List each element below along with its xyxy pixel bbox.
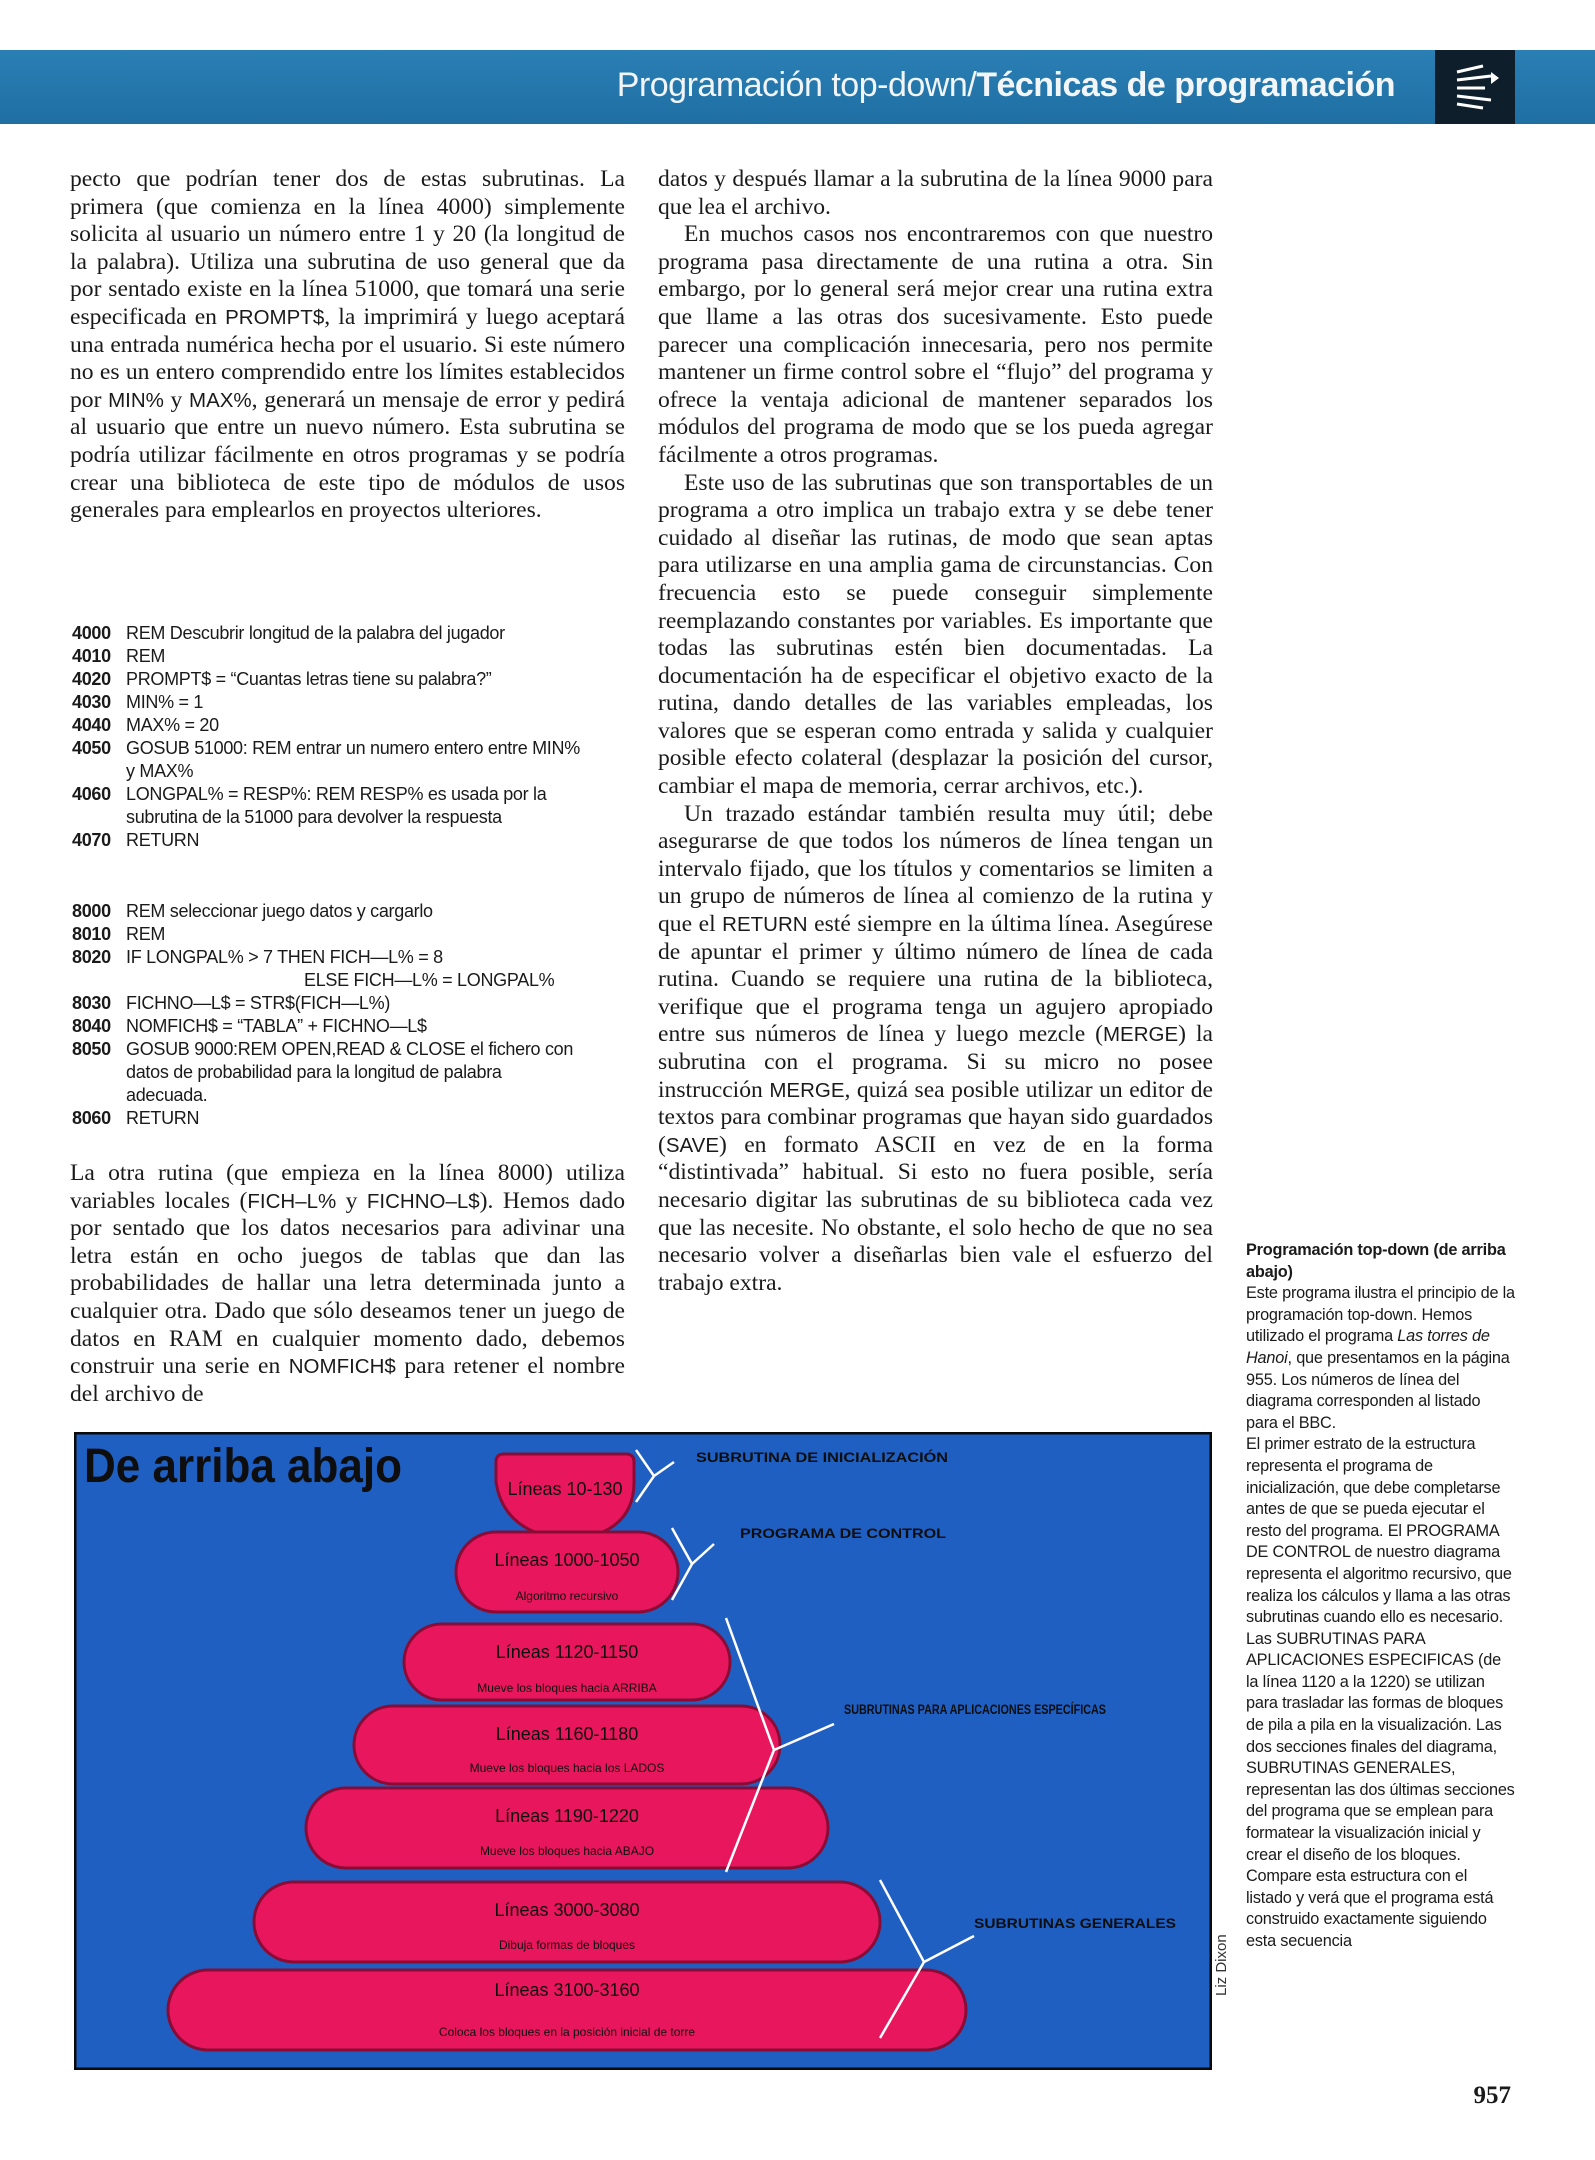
code-line: 4040 MAX% = 20 [72,715,219,735]
kw-return: RETURN [722,913,808,937]
tier-2-label: Líneas 1120-1150 [495,1642,639,1662]
right-paragraph-3: Este uso de las subrutinas que son transportables de un programa a otro implica un trabajo extra y se debe tener cuidado al diseñar las rutinas, de modo que sean aptas para utilizarse en una amplia gama de circunstancias. Con frecuencia esto se puede conseguir simplemente reemplazando constantes por variables. Es importante que todas las subrutinas estén bien documentadas. La documentación ha de especificar el objetivo exacto de la rutina, dando detalles de las variables empleadas, los valores que se esperan como entrada y salida y cualquier posible efecto colateral (desplazar la posición del cursor, cambiar el mapa de memoria, cerrar archivos, etc.). [658,469,1213,800]
kw-save: SAVE [665,1133,720,1157]
top-down-diagram [74,1432,1212,2070]
tier-6-sublabel: Coloca los bloques en la posición inicial de torre [438,2025,696,2039]
code-listing-8000 [72,900,628,1130]
tier-0-label: Líneas 10-130 [507,1479,623,1499]
code-line: 4070 RETURN [72,830,200,850]
running-head-series: Técnicas de programación [976,66,1395,104]
series-logo-icon [1435,50,1515,124]
code-line: 8040 NOMFICH$ = “TABLA” + FICHNO—L$ [72,1016,427,1036]
left-paragraph-1: pecto que podrían tener dos de estas subrutinas. La primera (que comienza en la línea 4000) simplemente solicita al usuario un número entre 1 y 20 (la longitud de la palabra). Utiliza una subrutina de uso general que da por sentado existe en la línea 51000, que tomará una serie especificada en PROMPT$, la imprimirá y luego aceptará una entrada numérica hecha por el usuario. Si este número no es un entero comprendido entre los límites establecidos por MIN% y MAX%, generará un mensaje de error y pedirá al usuario que entre un nuevo número. Esta subrutina se podría utilizar fácilmente en otros programas y se podría crear una biblioteca de este tipo de módulos de usos generales para emplearlos en proyectos ulteriores. [70,166,625,524]
var-fich-l: FICH–L% [247,1189,337,1213]
tier-2 [404,1624,730,1700]
caption-program-name: Las torres de Hanoi [1246,1327,1490,1367]
bracket-label-initialization: SUBRUTINA DE INICIALIZACIÓN [696,1449,914,1465]
bracket-label-specific [844,1701,1106,1717]
var-prompt: PROMPT$ [225,305,325,329]
tier-3-sublabel: Mueve los bloques hacia los LADOS [469,1761,665,1775]
right-column [658,166,1213,1297]
left-column-bottom [70,1160,625,1408]
illustrator-credit: Liz Dixon [1213,1934,1230,1996]
tier-5-label: Líneas 3000-3080 [494,1900,640,1920]
code-line: 4000 REM Descubrir longitud de la palabra del jugador [72,623,505,643]
right-paragraph-4: Un trazado estándar también resulta muy útil; debe asegurarse de que todos los números de línea tengan un intervalo fijado, que los títulos y comentarios se limiten a un grupo de números de línea al comienzo de la rutina y que el RETURN esté siempre en la última línea. Asegúrese de apuntar el primer y último número de línea de cada rutina. Cuando se requiere una rutina de la biblioteca, verifique que el programa tenga un agujero apropiado entre sus números de línea y luego mezcle (MERGE) la subrutina con el programa. Si su micro no posee instrucción MERGE, quizá sea posible utilizar un editor de textos para combinar programas que hayan sido guardados (SAVE) en formato ASCII en vez de en la forma “distintivada” habitual. Si esto no fuera posible, sería necesario digitar las subrutinas de su biblioteca cada vez que las necesite. No obstante, el solo hecho de que no sea necesario volver a diseñarlas bien vale el esfuerzo del trabajo extra. [658,800,1214,1296]
running-head-section: Programación top-down/ [616,66,977,104]
tier-1 [456,1532,678,1612]
tier-4-sublabel: Mueve los bloques hacia ABAJO [479,1844,655,1858]
diagram-caption [1246,1240,1516,1953]
tier-5 [254,1882,880,1962]
kw-merge: MERGE [769,1078,845,1102]
svg-text:SUBRUTINAS PARA APLICACIONES E: SUBRUTINAS PARA APLICACIONES ESPECÍFICAS [844,1701,1106,1717]
tier-6-label: Líneas 3100-3160 [494,1980,640,2000]
code-line: 8020 IF LONGPAL% > 7 THEN FICH—L% = 8 [72,947,443,967]
tier-5-sublabel: Dibuja formas de bloques [498,1938,636,1952]
right-paragraph-2: En muchos casos nos encontraremos con que nuestro programa pasa directamente de una rutina a otra. Sin embargo, por lo general será mejor crear una rutina extra que llame a las otras dos sucesivamente. Esto puede parecer una complicación innecesaria, pero nos permite mantener un firme control sobre el “flujo” del programa y ofrece la ventaja adicional de mantener separados los módulos del programa de modo que se los pueda agregar fácilmente a otros programas. [658,221,1213,468]
var-min: MIN% [108,388,164,412]
left-column [70,166,625,525]
tier-1-label: Líneas 1000-1050 [494,1550,640,1570]
code-line: 4020 PROMPT$ = “Cuantas letras tiene su palabra?” [72,669,492,689]
caption-paragraph-2: El primer estrato de la estructura representa el programa de inicialización, que debe completarse antes de que se pueda ejecutar el resto del programa. El PROGRAMA DE CONTROL de nuestro diagrama representa el algoritmo recursivo, que realiza los cálculos y llama a las otras subrutinas cuando ello es necesario. Las SUBRUTINAS PARA APLICACIONES ESPECIFICAS (de la línea 1120 a la 1220) se utilizan para trasladar las formas de bloques de pila a pila en la visualización. Las dos secciones finales del diagrama, SUBRUTINAS GENERALES, representan las dos últimas secciones del programa que se emplean para formatear la visualización inicial y crear el diseño de los bloques. Compare esta estructura con el listado y verá que el programa está construido exactamente siguiendo esta secuencia [1246,1435,1515,1950]
tier-4-label: Líneas 1190-1220 [495,1806,639,1826]
code-line: 8060 RETURN [72,1108,200,1128]
code-line: 8050 GOSUB 9000:REM OPEN,READ & CLOSE el fichero con [72,1039,574,1059]
code-line-continuation: subrutina de la 51000 para devolver la respuesta [126,807,502,827]
tier-6 [168,1970,966,2050]
code-line: 8000 REM seleccionar juego datos y cargarlo [72,901,433,921]
bracket-label-control: PROGRAMA DE CONTROL [740,1525,947,1541]
code-line-continuation: ELSE FICH—L% = LONGPAL% [304,970,555,990]
kw-merge: MERGE [1102,1023,1179,1047]
code-line: 4050 GOSUB 51000: REM entrar un numero entero entre MIN% [72,738,580,758]
code-line-continuation: datos de probabilidad para la longitud de palabra [126,1062,502,1082]
running-head [617,66,1395,105]
tier-2-sublabel: Mueve los bloques hacia ARRIBA [477,1681,657,1695]
caption-paragraph-1: Este programa ilustra el principio de la programación top-down. Hemos utilizado el programa Las torres de Hanoi, que presentamos en la página 955. Los números de línea del diagrama corresponden al listado para el BBC. [1246,1284,1515,1432]
code-listing-4000 [72,622,628,852]
right-paragraph-1: datos y después llamar a la subrutina de la línea 9000 para que lea el archivo. [658,166,1213,220]
series-logo [1435,50,1515,124]
code-line: 8010 REM [72,924,166,944]
code-line: 4030 MIN% = 1 [72,692,204,712]
left-paragraph-2: La otra rutina (que empieza en la línea 8000) utiliza variables locales (FICH–L% y FICHNO–L$). Hemos dado por sentado que los datos necesarios para adivinar una letra están en ocho juegos de tablas que dan las probabilidades de hallar una letra determinada junto a cualquier otra. Dado que sólo deseamos tener un juego de datos en RAM en cualquier momento dado, debemos construir una serie en NOMFICH$ para retener el nombre del archivo de [70,1160,625,1407]
caption-title: Programación top-down (de arriba abajo) [1246,1241,1506,1281]
var-max: MAX% [189,388,252,412]
page-number: 957 [1473,2082,1511,2109]
tier-4 [306,1788,828,1868]
tier-3 [354,1706,780,1784]
code-line-continuation: adecuada. [126,1085,208,1105]
tier-1-sublabel: Algoritmo recursivo [515,1589,619,1603]
code-line: 4060 LONGPAL% = RESP%: REM RESP% es usada por la [72,784,547,804]
bracket-label-general: SUBRUTINAS GENERALES [974,1915,1176,1931]
code-line-continuation: y MAX% [126,761,194,781]
diagram-title: De arriba abajo [84,1440,402,1493]
tier-3-label: Líneas 1160-1180 [495,1724,639,1744]
var-fichno-l: FICHNO–L$ [366,1189,480,1213]
code-line: 8030 FICHNO—L$ = STR$(FICH—L%) [72,993,391,1013]
code-line: 4010 REM [72,646,166,666]
var-nomfich: NOMFICH$ [288,1355,396,1379]
